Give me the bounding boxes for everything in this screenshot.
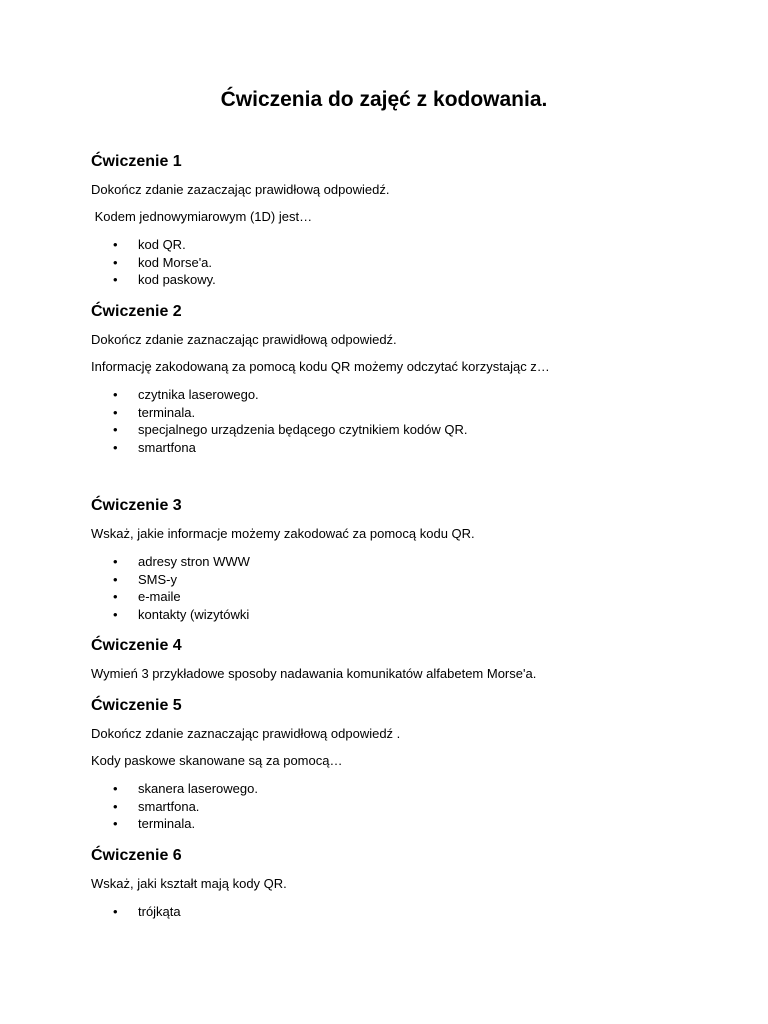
option-label: kod Morse'a. <box>138 254 213 270</box>
exercise-question: Informację zakodowaną za pomocą kodu QR możemy odczytać korzystając z… <box>91 359 550 374</box>
bullet-icon: • <box>113 816 118 832</box>
option-label: skanera laserowego. <box>138 781 258 796</box>
bullet-icon: • <box>113 387 118 402</box>
exercise-1 <box>91 152 691 289</box>
answer-option[interactable] <box>91 271 691 289</box>
option-label: specjalnego urządzenia będącego czytnikiem kodów QR. <box>138 422 468 438</box>
answer-options-list <box>91 780 691 833</box>
exercise-2 <box>91 302 691 456</box>
answer-options-list <box>91 386 691 456</box>
answer-option[interactable] <box>91 404 691 422</box>
exercise-4 <box>91 636 691 693</box>
bullet-icon: • <box>113 904 118 919</box>
option-label: kod paskowy. <box>138 272 216 288</box>
exercise-5 <box>91 696 691 833</box>
bullet-icon: • <box>113 606 118 622</box>
option-label: smartfona. <box>138 798 200 814</box>
answer-option[interactable] <box>91 780 691 798</box>
option-label: kod QR. <box>138 237 186 252</box>
answer-option[interactable] <box>91 571 691 589</box>
option-label: terminala. <box>138 816 196 832</box>
answer-option[interactable] <box>91 439 691 457</box>
exercise-heading: Ćwiczenie 3 <box>91 497 182 514</box>
answer-option[interactable] <box>91 606 691 624</box>
answer-option[interactable] <box>91 815 691 833</box>
bullet-icon: • <box>113 571 118 587</box>
exercise-instruction: Wskaż, jaki kształt mają kody QR. <box>91 876 287 891</box>
answer-option[interactable] <box>91 236 691 254</box>
exercise-heading: Ćwiczenie 5 <box>91 697 182 714</box>
answer-option[interactable] <box>91 553 691 571</box>
exercise-6 <box>91 846 691 921</box>
option-label: SMS-y <box>138 571 177 587</box>
option-label: trójkąta <box>138 904 181 919</box>
exercise-instruction: Dokończ zdanie zaznaczając prawidłową odpowiedź . <box>91 726 401 741</box>
option-label: smartfona <box>138 439 196 455</box>
bullet-icon: • <box>113 781 118 796</box>
exercise-question: Kodem jednowymiarowym (1D) jest… <box>91 209 313 224</box>
option-label: adresy stron WWW <box>138 554 250 569</box>
bullet-icon: • <box>113 422 118 438</box>
answer-option[interactable] <box>91 798 691 816</box>
exercise-instruction: Dokończ zdanie zaznaczając prawidłową odpowiedź. <box>91 332 397 347</box>
exercise-heading: Ćwiczenie 2 <box>91 303 182 320</box>
exercise-instruction: Dokończ zdanie zazaczając prawidłową odpowiedź. <box>91 182 390 197</box>
option-label: czytnika laserowego. <box>138 387 259 402</box>
answer-option[interactable] <box>91 903 691 921</box>
answer-options-list <box>91 903 691 921</box>
exercise-heading: Ćwiczenie 4 <box>91 637 182 654</box>
bullet-icon: • <box>113 237 118 252</box>
bullet-icon: • <box>113 272 118 288</box>
bullet-icon: • <box>113 439 118 455</box>
bullet-icon: • <box>113 798 118 814</box>
exercise-instruction: Wymień 3 przykładowe sposoby nadawania komunikatów alfabetem Morse'a. <box>91 666 537 681</box>
answer-option[interactable] <box>91 588 691 606</box>
answer-option[interactable] <box>91 254 691 272</box>
exercise-3 <box>91 496 691 623</box>
exercise-heading: Ćwiczenie 1 <box>91 153 182 170</box>
bullet-icon: • <box>113 404 118 420</box>
bullet-icon: • <box>113 254 118 270</box>
document-title: Ćwiczenia do zajęć z kodowania. <box>220 88 548 111</box>
answer-option[interactable] <box>91 421 691 439</box>
bullet-icon: • <box>113 589 118 605</box>
option-label: kontakty (wizytówki <box>138 606 250 622</box>
option-label: e-maile <box>138 589 181 605</box>
bullet-icon: • <box>113 554 118 569</box>
exercise-question: Kody paskowe skanowane są za pomocą… <box>91 753 343 768</box>
exercise-heading: Ćwiczenie 6 <box>91 847 182 864</box>
answer-options-list <box>91 236 691 289</box>
exercise-instruction: Wskaż, jakie informacje możemy zakodować za pomocą kodu QR. <box>91 526 475 541</box>
option-label: terminala. <box>138 404 196 420</box>
answer-option[interactable] <box>91 386 691 404</box>
answer-options-list <box>91 553 691 623</box>
